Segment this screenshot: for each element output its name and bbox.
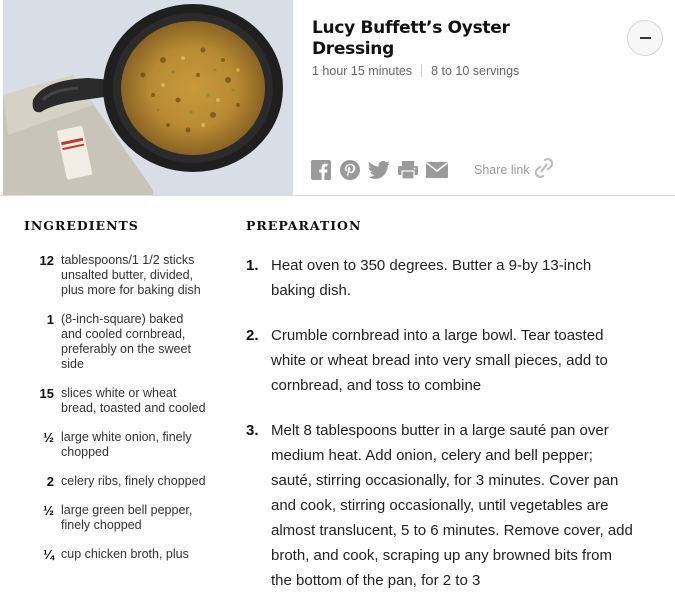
ingredient-name: celery ribs, finely chopped	[61, 474, 206, 488]
preparation-steps	[246, 253, 666, 593]
ingredient-quantity: 15	[39, 386, 54, 401]
step-text: Heat oven to 350 degrees. Butter a 9-by 13-inch baking dish.	[271, 257, 592, 299]
ingredient-list	[24, 253, 224, 562]
recipe-meta	[312, 64, 519, 78]
recipe-header	[0, 0, 675, 196]
ingredient-quantity: 1	[46, 312, 54, 327]
ingredient-name: large white onion, finely chopped	[61, 430, 192, 459]
ingredient-quantity: ½	[43, 503, 54, 518]
step-number: 1.	[246, 257, 259, 274]
ingredient-item	[24, 312, 224, 372]
step-number: 3.	[246, 422, 259, 439]
ingredient-name: slices white or wheat bread, toasted and cooled	[61, 386, 206, 415]
recipe-yield: 8 to 10 servings	[431, 64, 520, 78]
meta-divider	[421, 64, 422, 77]
header-divider	[0, 195, 675, 196]
ingredient-item	[24, 547, 224, 562]
preparation-title: PREPARATION	[246, 218, 362, 233]
preparation-step	[246, 253, 666, 303]
link-icon	[535, 158, 553, 183]
email-icon[interactable]	[426, 159, 448, 181]
ingredient-quantity: ¼	[43, 547, 54, 562]
ingredient-quantity: 12	[39, 253, 54, 268]
ingredient-item	[24, 430, 224, 460]
share-link-button[interactable]	[474, 158, 553, 183]
minus-icon	[640, 37, 651, 39]
step-text: Melt 8 tablespoons butter in a large sauté pan over medium heat. Add onion, celery and bell pepper; sauté, stirring occasionally, for 3 minutes. Cover pan and cook, stirring occasionally, until vegetables are almost translucent, 5 to 6 minutes. Remove cover, add broth, and cook, scraping up any browned bits from the bottom of the pan, for 2 to 3	[271, 422, 633, 589]
step-text: Crumble cornbread into a large bowl. Tear toasted white or wheat bread into very small pieces, add to cornbread, and toss to combine	[271, 327, 608, 394]
share-bar	[310, 158, 553, 182]
preparation-section	[246, 218, 666, 613]
ingredient-name: (8-inch-square) baked and cooled cornbread, preferably on the sweet side	[61, 312, 191, 371]
collapse-button[interactable]	[627, 20, 663, 56]
ingredient-name: cup chicken broth, plus	[61, 547, 189, 561]
ingredient-name: tablespoons/1 1/2 sticks unsalted butter, divided, plus more for baking dish	[61, 253, 201, 297]
facebook-icon[interactable]	[310, 159, 332, 181]
preparation-step	[246, 418, 666, 593]
twitter-icon[interactable]	[368, 159, 390, 181]
ingredient-item	[24, 503, 224, 533]
ingredient-item	[24, 474, 224, 489]
ingredient-item	[24, 253, 224, 298]
ingredient-quantity: 2	[46, 474, 54, 489]
recipe-title: Lucy Buffett’s Oyster Dressing	[312, 18, 510, 59]
ingredient-item	[24, 386, 224, 416]
preparation-step	[246, 323, 666, 398]
ingredient-name: large green bell pepper, finely chopped	[61, 503, 193, 532]
print-icon[interactable]	[397, 159, 419, 181]
share-link-label: Share link	[474, 163, 530, 177]
ingredients-section	[24, 218, 224, 576]
recipe-photo	[3, 0, 293, 195]
ingredient-quantity: ½	[43, 430, 54, 445]
step-number: 2.	[246, 327, 259, 344]
recipe-time: 1 hour 15 minutes	[312, 64, 413, 78]
ingredients-title: INGREDIENTS	[24, 218, 139, 233]
pinterest-icon[interactable]	[339, 159, 361, 181]
